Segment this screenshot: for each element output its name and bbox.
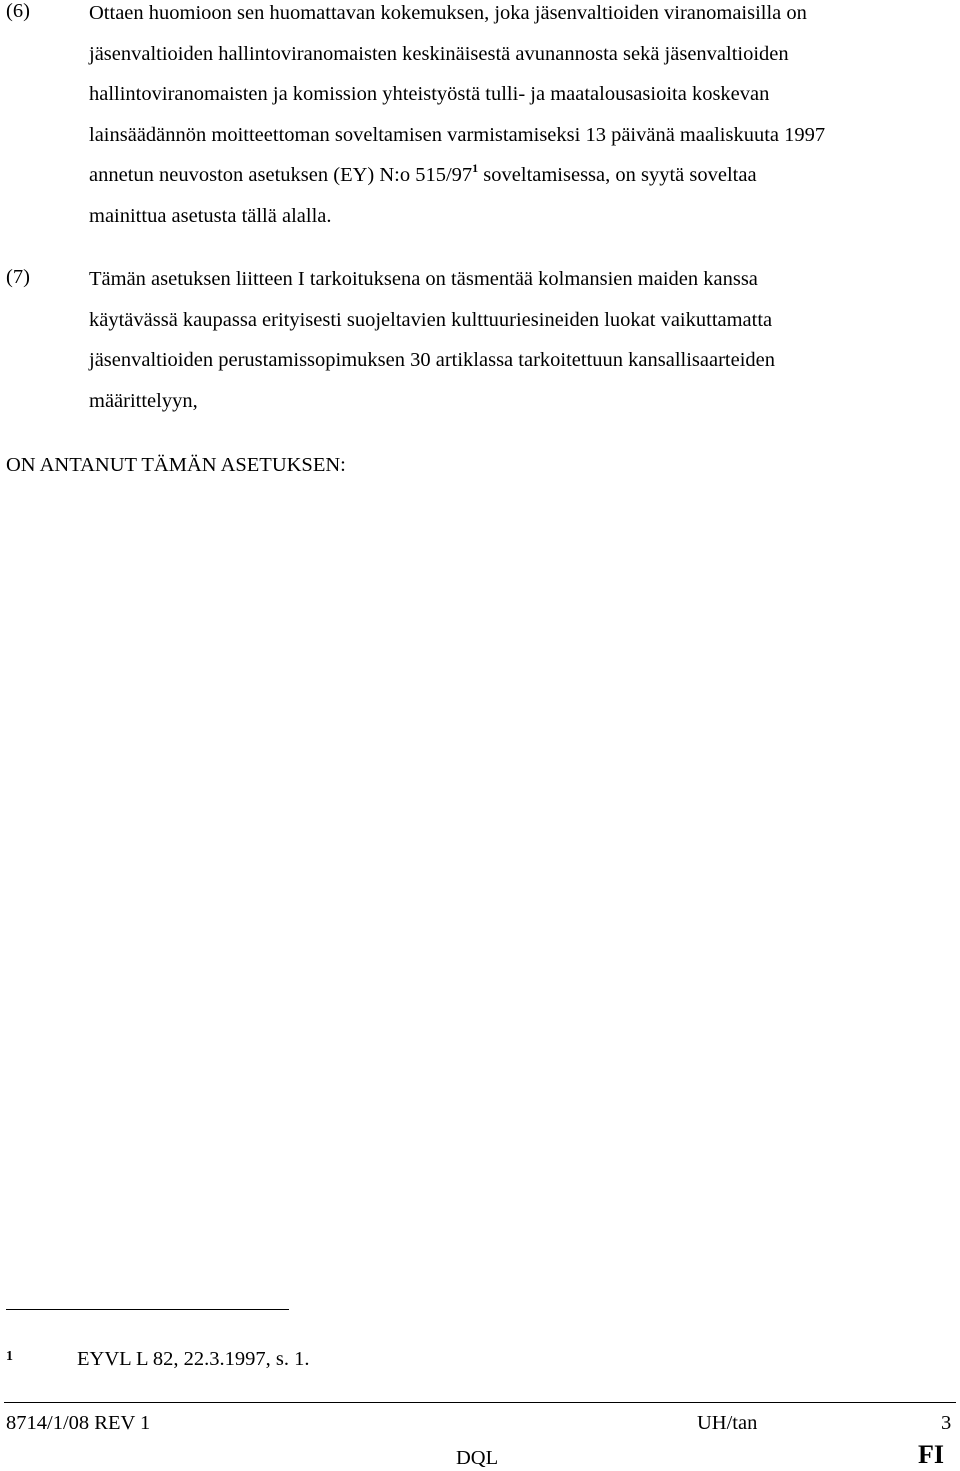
directorate-code: DQL bbox=[456, 1447, 499, 1469]
author-initials: UH/tan bbox=[697, 1412, 758, 1434]
recital-line: käytävässä kaupassa erityisesti suojeltavien kulttuuriesineiden luokat vaikuttamatta bbox=[89, 308, 773, 331]
adoption-formula: ON ANTANUT TÄMÄN ASETUKSEN: bbox=[6, 454, 346, 476]
recital-line: lainsäädännön moitteettoman soveltamisen varmistamiseksi 13 päivänä maaliskuuta 1997 bbox=[89, 123, 826, 146]
recital-line: jäsenvaltioiden perustamissopimuksen 30 artiklassa tarkoitettuun kansallisaarteiden bbox=[89, 349, 776, 371]
footnote-separator bbox=[6, 1309, 289, 1310]
recital-number: (6) bbox=[6, 0, 30, 22]
recital-line: mainittua asetusta tällä alalla. bbox=[89, 204, 332, 227]
recital-line: Ottaen huomioon sen huomattavan kokemuksen, joka jäsenvaltioiden viranomaisilla on bbox=[89, 2, 807, 24]
footnote-reference[interactable]: 1 bbox=[472, 161, 479, 175]
page-number: 3 bbox=[941, 1412, 952, 1434]
recital-line-head: annetun neuvoston asetuksen (EY) N:o 515/97 bbox=[89, 164, 473, 186]
footnote-mark: 1 bbox=[6, 1349, 13, 1364]
recital-line: jäsenvaltioiden hallintoviranomaisten keskinäisestä avunannosta sekä jäsenvaltioiden bbox=[89, 42, 789, 65]
recital-text bbox=[89, 0, 949, 243]
footnote-text: EYVL L 82, 22.3.1997, s. 1. bbox=[77, 1348, 310, 1370]
document-reference: 8714/1/08 REV 1 bbox=[6, 1412, 151, 1434]
recital-line-tail: soveltamisessa, on syytä soveltaa bbox=[478, 164, 757, 186]
language-code: FI bbox=[918, 1440, 944, 1469]
footer-separator bbox=[4, 1402, 956, 1403]
recital-line: hallintoviranomaisten ja komission yhteistyöstä tulli- ja maatalousasioita koskevan bbox=[89, 83, 770, 105]
recital-text bbox=[89, 266, 949, 428]
recital-line: Tämän asetuksen liitteen I tarkoituksena on täsmentää kolmansien maiden kanssa bbox=[89, 268, 758, 290]
recital-number: (7) bbox=[6, 266, 30, 288]
recital-line-with-footnote bbox=[89, 162, 949, 203]
recital-line: määrittelyyn, bbox=[89, 389, 198, 412]
